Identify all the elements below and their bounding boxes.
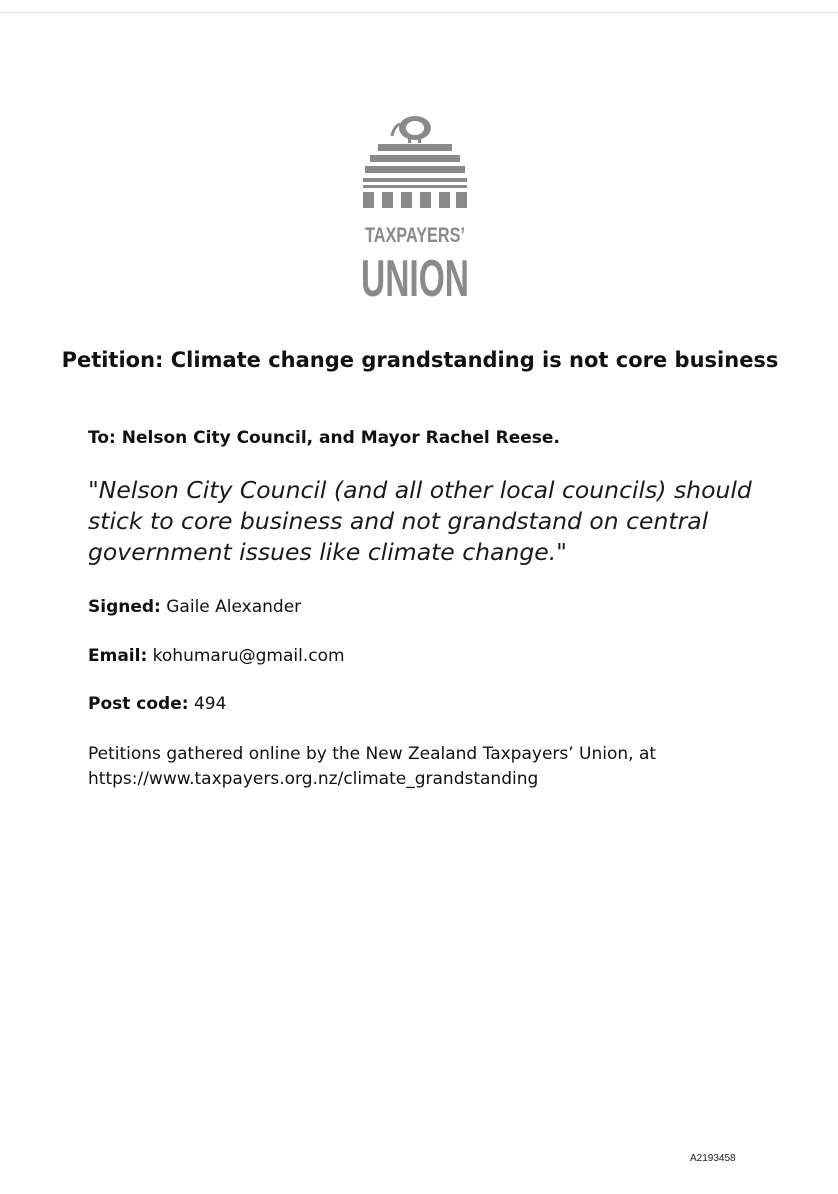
petition-title: Petition: Climate change grandstanding is not core business bbox=[61, 348, 779, 372]
email-label: Email: bbox=[88, 646, 148, 666]
source-note-line: Petitions gathered online by the New Zealand Taxpayers’ Union, at bbox=[88, 744, 657, 764]
postcode-field bbox=[88, 692, 226, 716]
document-id: A2193458 bbox=[690, 1153, 736, 1164]
signed-label: Signed: bbox=[88, 597, 161, 617]
petition-source-note bbox=[88, 742, 768, 792]
postcode-label: Post code: bbox=[88, 694, 189, 714]
logo-text-taxpayers: TAXPAYERS’ bbox=[365, 224, 465, 247]
top-border-line bbox=[0, 12, 838, 13]
petition-recipient: To: Nelson City Council, and Mayor Rachel Reese. bbox=[88, 428, 560, 448]
signed-field bbox=[88, 595, 301, 619]
logo-text-union: UNION bbox=[361, 250, 469, 308]
petition-statement: "Nelson City Council (and all other local councils) should stick to core business and not grandstand on central government issues like climate change." bbox=[88, 476, 752, 566]
postcode-value: 494 bbox=[193, 694, 227, 714]
email-field bbox=[88, 644, 345, 668]
taxpayers-union-logo bbox=[356, 112, 474, 308]
signed-value: Gaile Alexander bbox=[166, 597, 302, 617]
kiwi-icon bbox=[392, 116, 431, 143]
source-url: https://www.taxpayers.org.nz/climate_grandstanding bbox=[88, 769, 539, 789]
email-value: kohumaru@gmail.com bbox=[152, 646, 345, 666]
